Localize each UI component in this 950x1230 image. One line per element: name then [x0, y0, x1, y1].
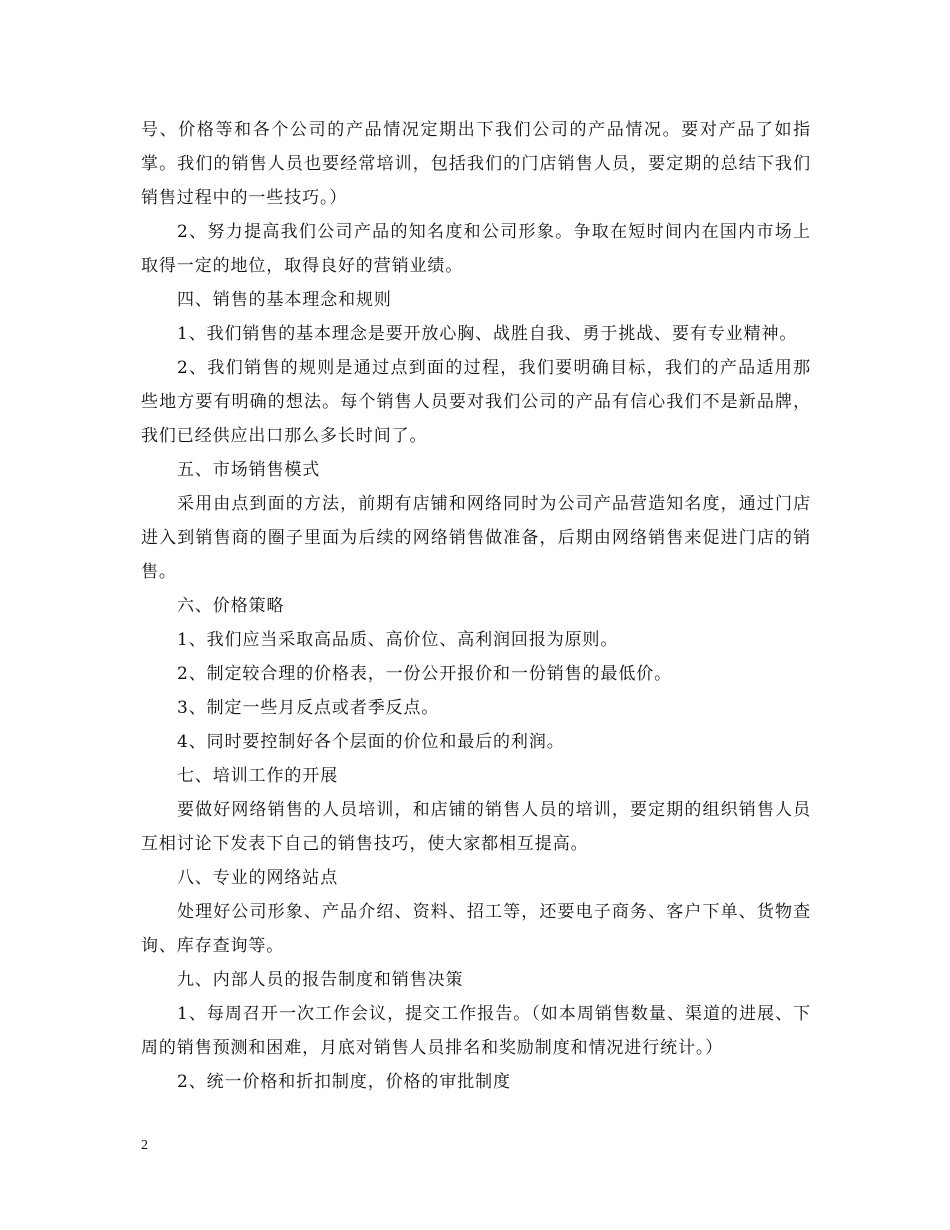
paragraph: 处理好公司形象、产品介绍、资料、招工等，还要电子商务、客户下单、货物查询、库存查询等。 — [141, 902, 811, 956]
paragraph: 号、价格等和各个公司的产品情况定期出下我们公司的产品情况。要对产品了如指掌。我们的销售人员也要经常培训，包括我们的门店销售人员，要定期的总结下我们销售过程中的一些技巧。） — [141, 120, 811, 208]
paragraph: 采用由点到面的方法，前期有店铺和网络同时为公司产品营造知名度，通过门店进入到销售商的圈子里面为后续的网络销售做准备，后期由网络销售来促进门店的销售。 — [141, 494, 811, 582]
paragraph: 2、我们销售的规则是通过点到面的过程，我们要明确目标，我们的产品适用那些地方要有明确的想法。每个销售人员要对我们公司的产品有信心我们不是新品牌，我们已经供应出口那么多长时间了。 — [141, 358, 811, 446]
paragraph: 4、同时要控制好各个层面的价位和最后的利润。 — [177, 732, 565, 752]
section-heading: 五、市场销售模式 — [177, 460, 321, 480]
paragraph: 1、每周召开一次工作会议，提交工作报告。（如本周销售数量、渠道的进展、下周的销售预测和困难，月底对销售人员排名和奖励制度和情况进行统计。） — [141, 1004, 811, 1058]
paragraph: 1、我们销售的基本理念是要开放心胸、战胜自我、勇于挑战、要有专业精神。 — [177, 324, 798, 344]
section-heading: 七、培训工作的开展 — [177, 766, 339, 786]
paragraph: 2、制定较合理的价格表，一份公开报价和一份销售的最低价。 — [177, 664, 673, 684]
section-heading: 四、销售的基本理念和规则 — [177, 290, 392, 310]
paragraph: 2、努力提高我们公司产品的知名度和公司形象。争取在短时间内在国内市场上取得一定的地位，取得良好的营销业绩。 — [141, 222, 811, 276]
section-heading: 八、专业的网络站点 — [177, 868, 339, 888]
paragraph: 1、我们应当采取高品质、高价位、高利润回报为原则。 — [177, 630, 619, 650]
page-number: 2 — [141, 1138, 148, 1153]
paragraph: 要做好网络销售的人员培训，和店铺的销售人员的培训，要定期的组织销售人员互相讨论下发表下自己的销售技巧，使大家都相互提高。 — [141, 800, 811, 854]
section-heading: 六、价格策略 — [177, 596, 285, 616]
paragraph: 3、制定一些月反点或者季反点。 — [177, 698, 440, 718]
document-body — [141, 113, 811, 1099]
paragraph: 2、统一价格和折扣制度，价格的审批制度 — [177, 1072, 511, 1092]
section-heading: 九、内部人员的报告制度和销售决策 — [177, 970, 464, 990]
